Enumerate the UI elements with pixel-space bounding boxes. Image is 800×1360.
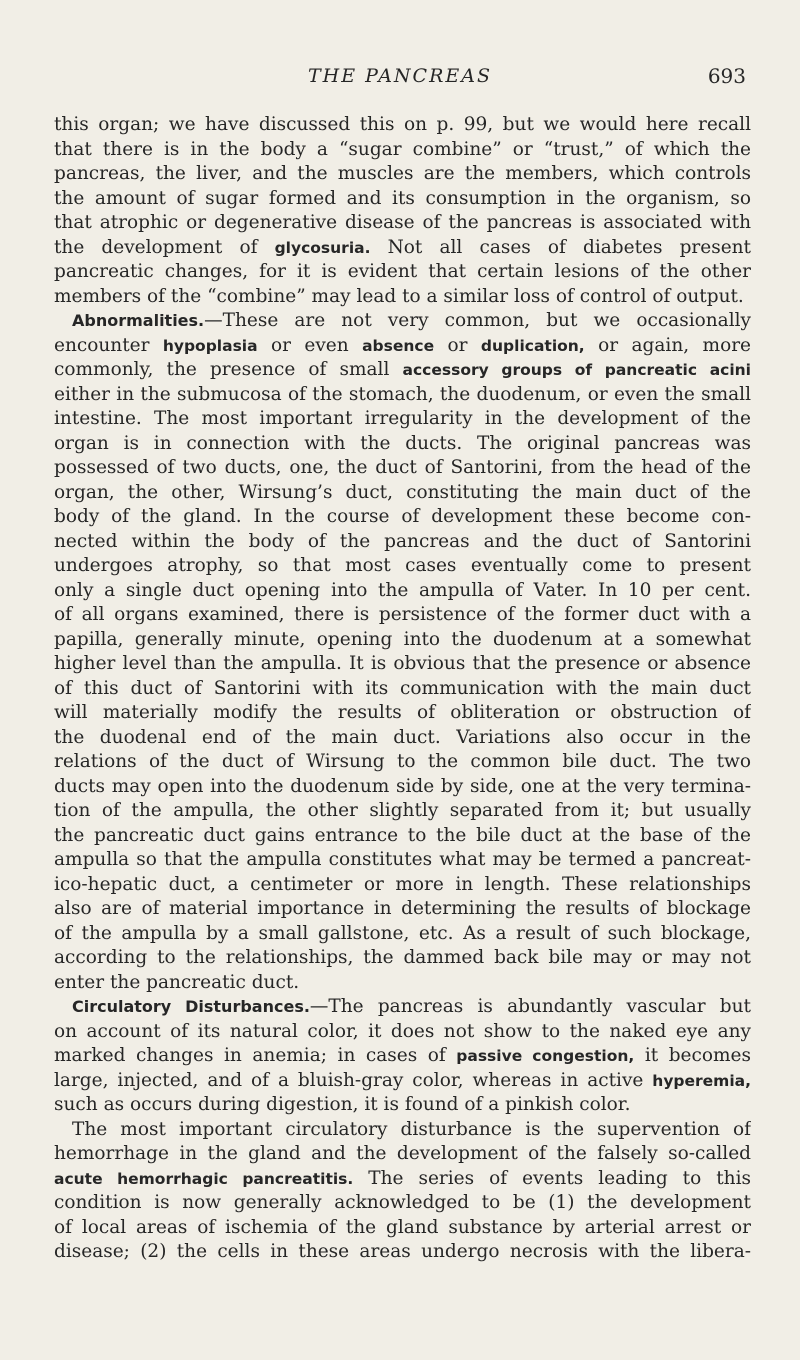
text-line: hemorrhage in the gland and the development of the falsely so-called	[54, 1143, 751, 1164]
running-title: THE PANCREAS	[308, 65, 492, 87]
body-text	[54, 113, 751, 1265]
section-heading-abnormalities: Abnormalities.	[72, 311, 205, 330]
bold-term: duplication,	[480, 336, 585, 355]
text-line: on account of its natural color, it does not show to the naked eye any	[54, 1020, 751, 1042]
text-line: according to the relationships, the dammed back bile may or may not	[54, 947, 751, 968]
bold-term: absence	[362, 336, 435, 355]
text-line: that there is in the body a “sugar combine” or “trust,” of which the	[54, 138, 751, 160]
text-line: Abnormalities.—These are not very common, but we occasionally	[72, 310, 751, 331]
running-head	[0, 60, 800, 92]
text-line: also are of material importance in determining the results of blockage	[54, 898, 751, 919]
text-line: acute hemorrhagic pancreatitis. The series of events leading to this	[54, 1167, 751, 1189]
text-line: pancreas, the liver, and the muscles are the members, which controls	[54, 163, 751, 184]
text-line: commonly, the presence of small accessory groups of pancreatic acini	[54, 359, 751, 380]
text-line: papilla, generally minute, opening into the duodenum at a somewhat	[54, 628, 751, 650]
text-line: enter the pancreatic duct.	[54, 971, 300, 993]
bold-term: glycosuria.	[274, 238, 371, 257]
text-line: condition is now generally acknowledged to be (1) the development	[54, 1192, 751, 1213]
text-line: undergoes atrophy, so that most cases eventually come to present	[54, 555, 751, 576]
text-line: tion of the ampulla, the other slightly separated from it; but usually	[54, 800, 751, 821]
text-line: this organ; we have discussed this on p. 99, but we would here recall	[54, 114, 751, 135]
bold-term: accessory groups of pancreatic acini	[402, 361, 751, 379]
text-line: ampulla so that the ampulla constitutes what may be termed a pancreat-	[54, 849, 751, 870]
bold-term: passive congestion,	[456, 1047, 635, 1065]
bold-term: hyperemia,	[652, 1071, 751, 1090]
text-line: ico-hepatic duct, a centimeter or more in length. These relationships	[54, 873, 751, 895]
bold-term: hypoplasia	[162, 336, 258, 355]
text-line: of the ampulla by a small gallstone, etc. As a result of such blockage,	[54, 922, 751, 944]
text-line: the duodenal end of the main duct. Variations also occur in the	[54, 726, 751, 748]
text-line: will materially modify the results of obliteration or obstruction of	[54, 702, 751, 723]
text-line: such as occurs during digestion, it is found of a pinkish color.	[54, 1094, 631, 1115]
page-number: 693	[707, 64, 746, 88]
text-line: organ is in connection with the ducts. The original pancreas was	[54, 432, 751, 454]
text-line: The most important circulatory disturbance is the supervention of	[72, 1118, 751, 1140]
text-line: pancreatic changes, for it is evident that certain lesions of the other	[54, 261, 751, 282]
text-line: intestine. The most important irregularity in the development of the	[54, 408, 751, 429]
text-line: of local areas of ischemia of the gland substance by arterial arrest or	[54, 1216, 751, 1238]
text-line: of all organs examined, there is persistence of the former duct with a	[54, 604, 751, 625]
text-line: disease; (2) the cells in these areas undergo necrosis with the libera-	[54, 1241, 751, 1262]
text-line: the pancreatic duct gains entrance to the bile duct at the base of the	[54, 824, 751, 846]
text-line: encounter hypoplasia or even absence or duplication, or again, more	[54, 334, 751, 356]
text-line: the development of glycosuria. Not all cases of diabetes present	[54, 236, 751, 258]
bold-term: acute hemorrhagic pancreatitis.	[54, 1169, 354, 1188]
text-line: possessed of two ducts, one, the duct of Santorini, from the head of the	[54, 457, 751, 478]
text-line: either in the submucosa of the stomach, the duodenum, or even the small	[54, 383, 751, 405]
text-line: organ, the other, Wirsung’s duct, constituting the main duct of the	[54, 481, 751, 503]
text-line: nected within the body of the pancreas and the duct of Santorini	[54, 530, 751, 552]
text-line: members of the “combine” may lead to a similar loss of control of output.	[54, 285, 744, 307]
section-heading-circulatory-disturbances: Circulatory Disturbances.	[72, 997, 310, 1016]
text-line: Circulatory Disturbances.—The pancreas is abundantly vascular but	[72, 996, 751, 1017]
text-line: large, injected, and of a bluish-gray color, whereas in active hyperemia,	[54, 1069, 751, 1091]
text-line: relations of the duct of Wirsung to the common bile duct. The two	[54, 751, 751, 772]
text-line: that atrophic or degenerative disease of the pancreas is associated with	[54, 212, 751, 233]
text-line: ducts may open into the duodenum side by side, one at the very termina-	[54, 775, 751, 797]
text-line: the amount of sugar formed and its consumption in the organism, so	[54, 187, 751, 209]
text-line: marked changes in anemia; in cases of passive congestion, it becomes	[54, 1045, 751, 1066]
text-line: higher level than the ampulla. It is obvious that the presence or absence	[54, 653, 751, 674]
text-line: body of the gland. In the course of development these become con-	[54, 506, 751, 527]
text-line: only a single duct opening into the ampulla of Vater. In 10 per cent.	[54, 579, 751, 601]
text-line: of this duct of Santorini with its communication with the main duct	[54, 677, 751, 699]
